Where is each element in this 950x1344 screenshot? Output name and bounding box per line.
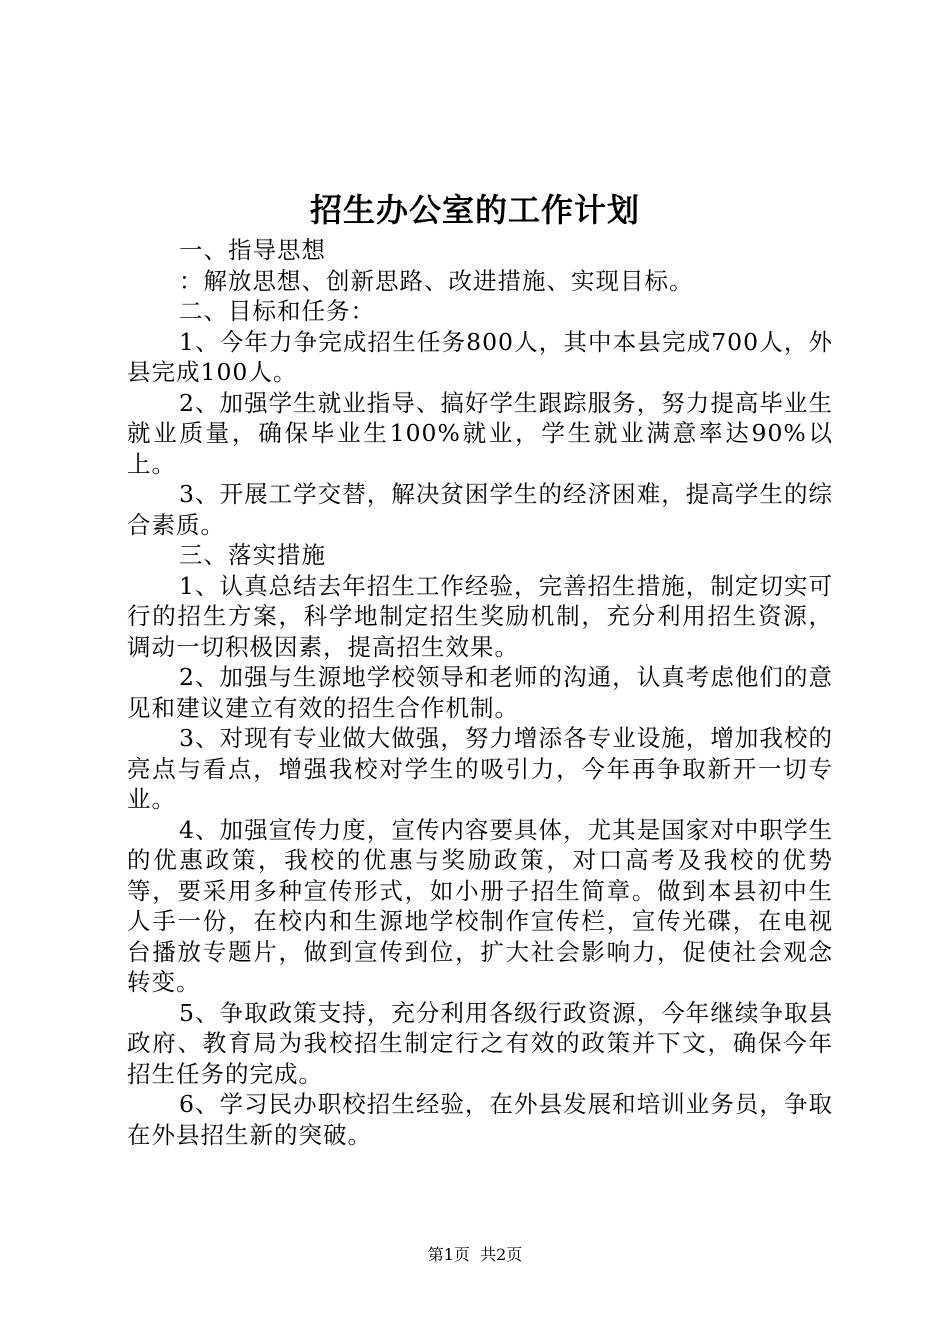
paragraph-measure-1: 1、认真总结去年招生工作经验，完善招生措施，制定切实可行的招生方案，科学地制定招生奖励机制，充分利用招生资源，调动一切积极因素，提高招生效果。 — [127, 571, 833, 661]
page-number-footer: 第1页 共2页 — [427, 1245, 523, 1264]
paragraph-measure-5: 5、争取政策支持，充分利用各级行政资源，今年继续争取县政府、教育局为我校招生制定行之有效的政策并下文，确保今年招生任务的完成。 — [127, 998, 833, 1088]
paragraph-goal-3: 3、开展工学交替，解决贫困学生的经济困难，提高学生的综合素质。 — [127, 480, 833, 539]
heading-measures: 三、落实措施 — [179, 541, 326, 569]
paragraph-goal-2: 2、加强学生就业指导、搞好学生跟踪服务，努力提高毕业生就业质量，确保毕业生100%就业，学生就业满意率达90%以上。 — [127, 388, 833, 478]
heading-guiding-ideology: 一、指导思想 — [179, 236, 326, 264]
document-title: 招生办公室的工作计划 — [309, 191, 640, 229]
paragraph-measure-6: 6、学习民办职校招生经验，在外县发展和培训业务员，争取在外县招生新的突破。 — [127, 1090, 833, 1149]
heading-goals-tasks: 二、目标和任务： — [179, 297, 375, 325]
paragraph-goal-1: 1、今年力争完成招生任务800人，其中本县完成700人，外县完成100人。 — [127, 327, 833, 386]
paragraph-guiding-ideology: ：解放思想、创新思路、改进措施、实现目标。 — [179, 266, 694, 295]
paragraph-measure-2: 2、加强与生源地学校领导和老师的沟通，认真考虑他们的意见和建议建立有效的招生合作机制。 — [127, 663, 833, 722]
paragraph-measure-3: 3、对现有专业做大做强，努力增添各专业设施，增加我校的亮点与看点，增强我校对学生的吸引力，今年再争取新开一切专业。 — [127, 724, 833, 813]
paragraph-measure-4: 4、加强宣传力度，宣传内容要具体，尤其是国家对中职学生的优惠政策，我校的优惠与奖励政策，对口高考及我校的优势等，要采用多种宣传形式，如小册子招生简章。做到本县初中生人手一份，在校内和生源地学校制作宣传栏，宣传光碟，在电视台播放专题片，做到宣传到位，扩大社会影响力，促使社会观念转变。 — [127, 815, 833, 996]
document-body — [127, 235, 833, 1150]
